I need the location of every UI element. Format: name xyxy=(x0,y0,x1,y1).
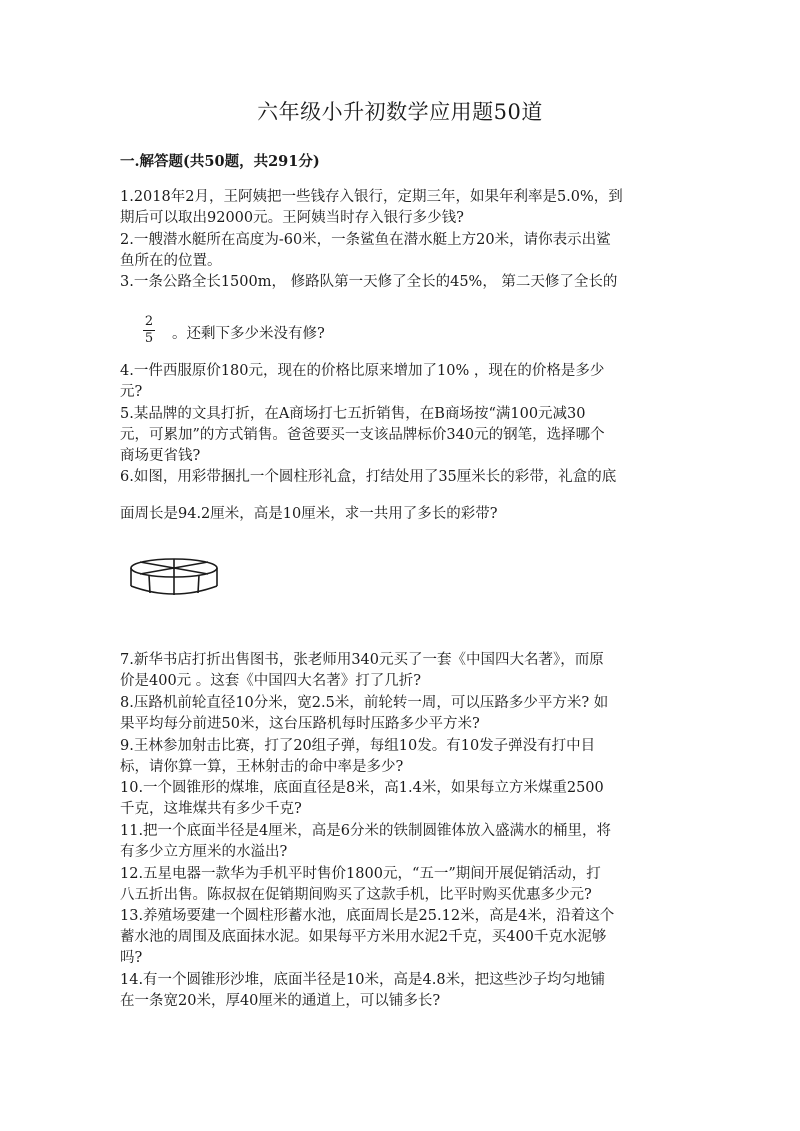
question-14-line-2: 在一条宽20米，厚40厘米的通道上，可以铺多长? xyxy=(120,993,441,1009)
question-14-line-1: 14.有一个圆锥形沙堆，底面半径是10米，高是4.8米，把这些沙子均匀地铺 xyxy=(120,972,606,988)
question-2-line-1: 2.一艘潜水艇所在高度为-60米，一条鲨鱼在潜水艇上方20米，请你表示出鲨 xyxy=(120,232,611,248)
question-8-line-1: 8.压路机前轮直径10分米，宽2.5米，前轮转一周，可以压路多少平方米? 如 xyxy=(120,695,609,711)
question-2-line-2: 鱼所在的位置。 xyxy=(120,253,222,269)
question-5-line-1: 5.某品牌的文具打折，在A商场打七五折销售，在B商场按“满100元减30 xyxy=(120,406,586,422)
question-3-line-2: 。还剩下多少米没有修? xyxy=(172,326,325,342)
question-3-line-1: 3.一条公路全长1500m， 修路队第一天修了全长的45%， 第二天修了全长的 xyxy=(120,274,618,290)
question-8-line-2: 果平均每分前进50米，这台压路机每时压路多少平方米? xyxy=(120,716,480,732)
question-6-line-2: 面周长是94.2厘米，高是10厘米，求一共用了多长的彩带? xyxy=(120,506,498,522)
question-1-line-1: 1.2018年2月，王阿姨把一些钱存入银行，定期三年，如果年利率是5.0%，到 xyxy=(120,189,623,205)
fraction-denominator: 5 xyxy=(144,331,154,346)
question-7-line-2: 价是400元 。这套《中国四大名著》打了几折? xyxy=(120,673,422,689)
question-6-line-1: 6.如图，用彩带捆扎一个圆柱形礼盒，打结处用了35厘米长的彩带，礼盒的底 xyxy=(120,469,617,485)
question-13-line-1: 13.养殖场要建一个圆柱形蓄水池，底面周长是25.12米，高是4米，沿着这个 xyxy=(120,908,615,924)
question-4-line-1: 4.一件西服原价180元，现在的价格比原来增加了10% ，现在的价格是多少 xyxy=(120,363,605,379)
section-heading: 一.解答题(共50题，共291分) xyxy=(120,153,320,170)
question-5-line-3: 商场更省钱? xyxy=(120,448,201,464)
cylinder-gift-box-figure xyxy=(128,556,220,600)
question-10-line-1: 10.一个圆锥形的煤堆，底面直径是8米，高1.4米，如果每立方米煤重2500 xyxy=(120,780,604,796)
question-7-line-1: 7.新华书店打折出售图书，张老师用340元买了一套《中国四大名著》，而原 xyxy=(120,652,604,668)
question-13-line-3: 吗? xyxy=(120,950,143,966)
question-5-line-2: 元，可累加”的方式销售。爸爸要买一支该品牌标价340元的钢笔，选择哪个 xyxy=(120,427,605,443)
question-9-line-2: 标，请你算一算，王林射击的命中率是多少? xyxy=(120,759,404,775)
question-11-line-1: 11.把一个底面半径是4厘米，高是6分米的铁制圆锥体放入盛满水的桶里，将 xyxy=(120,823,612,839)
question-12-line-2: 八五折出售。陈叔叔在促销期间购买了这款手机，比平时购买优惠多少元? xyxy=(120,887,592,903)
question-13-line-2: 蓄水池的周围及底面抹水泥。如果每平方米用水泥2千克，买400千克水泥够 xyxy=(120,929,607,945)
cylinder-drawing xyxy=(128,556,220,600)
fraction-numerator: 2 xyxy=(144,314,154,329)
question-3-fraction xyxy=(142,314,156,347)
document-title: 六年级小升初数学应用题50道 xyxy=(257,100,543,124)
question-12-line-1: 12.五星电器一款华为手机平时售价1800元，“五一”期间开展促销活动，打 xyxy=(120,866,601,882)
question-4-line-2: 元? xyxy=(120,384,143,400)
question-10-line-2: 千克，这堆煤共有多少千克? xyxy=(120,801,302,817)
question-9-line-1: 9.王林参加射击比赛，打了20组子弹，每组10发。有10发子弹没有打中目 xyxy=(120,738,596,754)
question-1-line-2: 期后可以取出92000元。王阿姨当时存入银行多少钱? xyxy=(120,210,464,226)
question-11-line-2: 有多少立方厘米的水溢出? xyxy=(120,844,288,860)
